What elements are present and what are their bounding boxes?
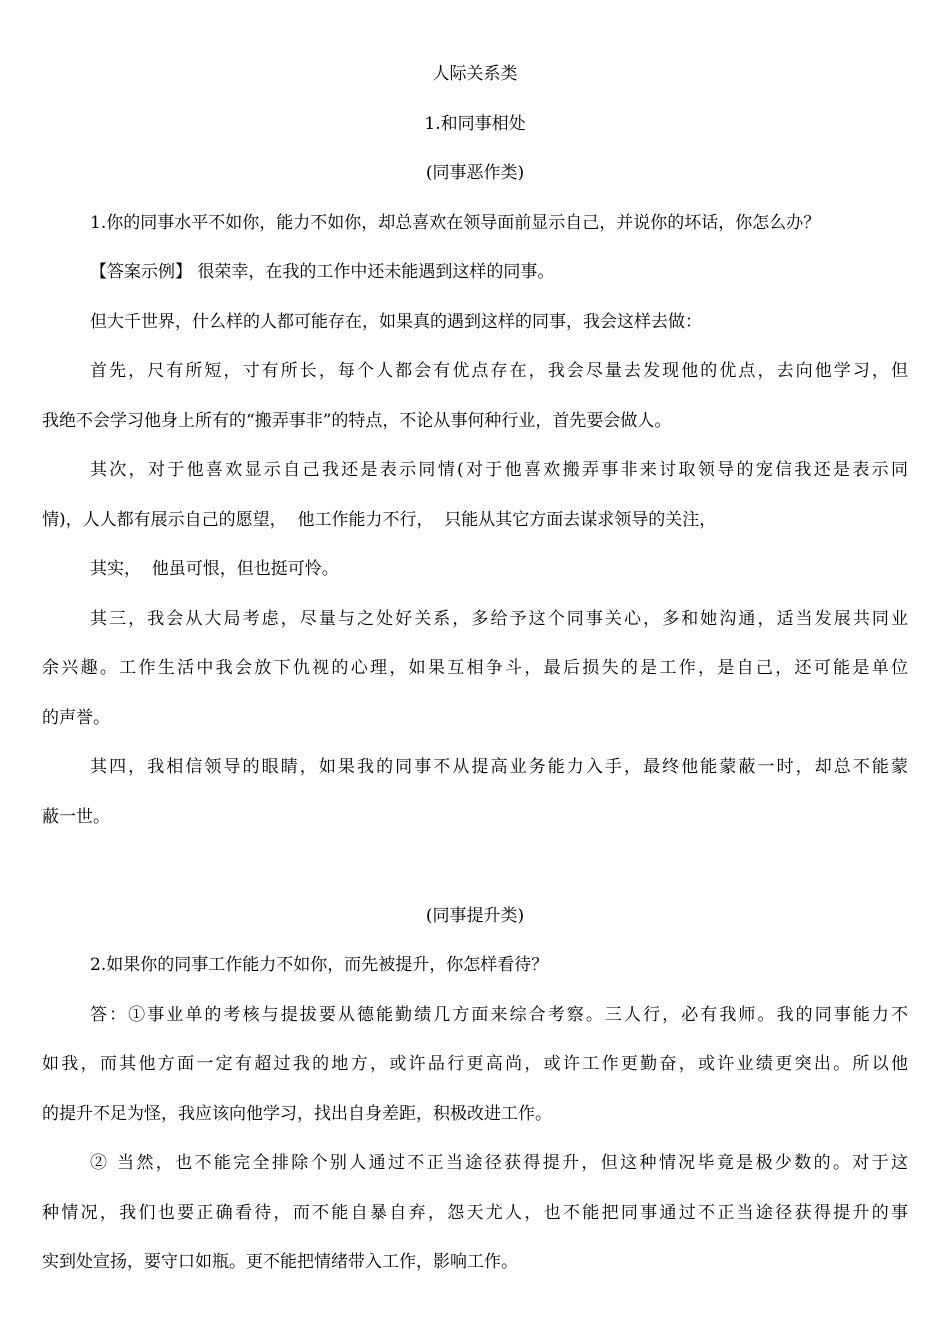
answer-paragraph-line: 余兴趣。工作生活中我会放下仇视的心理，如果互相争斗，最后损失的是工作，是自己，还可能是单位 [42,658,908,678]
answer-paragraph-line: 我绝不会学习他身上所有的“搬弄事非”的特点，不论从事何种行业，首先要会做人。 [42,410,672,431]
answer-paragraph-line: 答：①事业单的考核与提拔要从德能勤绩几方面来综合考察。三人行，必有我师。我的同事能力不 [90,1004,908,1025]
answer-paragraph: 但大千世界，什么样的人都可能存在，如果真的遇到这样的同事，我会这样去做： [90,311,702,332]
question-1: 1.你的同事水平不如你，能力不如你，却总喜欢在领导面前显示自己，并说你的坏话，你怎么办？ [90,212,821,233]
answer-paragraph-line: 如我，而其他方面一定有超过我的地方，或许品行更高尚，或许工作更勤奋，或许业绩更突出。所以他 [42,1054,908,1074]
section-heading: 1.和同事相处 [424,113,526,134]
answer-paragraph-line: 情)，人人都有展示自己的愿望， 他工作能力不行， 只能从其它方面去谋求领导的关注， [42,509,717,530]
section-subheading: (同事恶作类) [425,163,525,183]
document-title: 人际关系类 [432,64,518,84]
answer-paragraph-line: 其次，对于他喜欢显示自己我还是表示同情(对于他喜欢搬弄事非来讨取领导的宠信我还是表示同 [90,460,908,480]
answer-paragraph-line: 实到处宣扬，要守口如瓶。更不能把情绪带入工作，影响工作。 [42,1252,518,1272]
answer-paragraph-line: 种情况，我们也要正确看待，而不能自暴自弃，怨天尤人，也不能把同事通过不正当途径获得提升的事 [42,1202,908,1223]
question-2: 2.如果你的同事工作能力不如你，而先被提升，你怎样看待？ [90,955,549,975]
answer-paragraph-line: 蔽一世。 [42,806,110,827]
answer-intro: 【答案示例】 很荣幸，在我的工作中还未能遇到这样的同事。 [90,262,555,282]
answer-paragraph: 其实， 他虽可恨，但也挺可怜。 [90,559,339,579]
section-subheading: (同事提升类) [425,905,525,926]
blank-line [42,842,908,892]
answer-paragraph-line: 首先，尺有所短，寸有所长，每个人都会有优点存在，我会尽量去发现他的优点，去向他学习，但 [90,361,908,381]
answer-paragraph-line: 的提升不足为怪，我应该向他学习，找出自身差距，积极改进工作。 [42,1103,552,1124]
document-page [42,50,908,1288]
answer-paragraph-line: 其四，我相信领导的眼睛，如果我的同事不从提高业务能力入手，最终他能蒙蔽一时，却总不能蒙 [90,757,908,777]
answer-paragraph-line: 的声誉。 [42,707,110,728]
answer-paragraph-line: 其三，我会从大局考虑，尽量与之处好关系，多给予这个同事关心，多和她沟通，适当发展共同业 [90,608,908,629]
answer-paragraph-line: ② 当然，也不能完全排除个别人通过不正当途径获得提升，但这种情况毕竟是极少数的。对于这 [90,1153,908,1173]
